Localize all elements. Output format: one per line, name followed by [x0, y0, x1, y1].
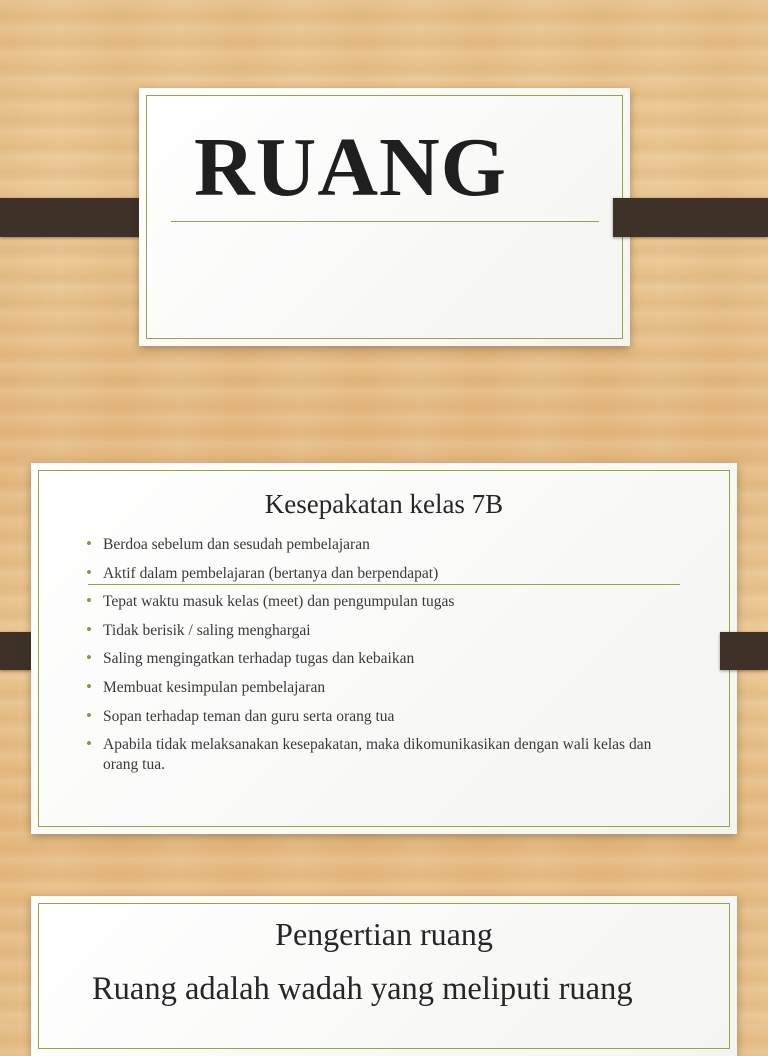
- title-slide: [139, 88, 630, 346]
- definition-heading: Pengertian ruang: [275, 916, 493, 952]
- right-strap-slide1: [613, 198, 768, 237]
- list-item: • Tidak berisik / saling menghargai: [86, 621, 686, 641]
- title-divider: [171, 221, 599, 222]
- agreement-heading: Kesepakatan kelas 7B: [264, 489, 504, 519]
- definition-text: Ruang adalah wadah yang meliputi ruang: [92, 971, 633, 1007]
- page-title: RUANG: [194, 121, 507, 214]
- left-strap-slide1: [0, 198, 156, 237]
- list-item: • Sopan terhadap teman dan guru serta orang tua: [86, 707, 686, 727]
- definition-slide: [31, 896, 737, 1056]
- list-item: • Aktif dalam pembelajaran (bertanya dan berpendapat): [86, 564, 686, 584]
- list-item: • Apabila tidak melaksanakan kesepakatan, maka dikomunikasikan dengan wali kelas dan orang tua.: [86, 735, 686, 775]
- list-item: • Membuat kesimpulan pembelajaran: [86, 678, 686, 698]
- agreement-slide: [31, 463, 737, 834]
- agreement-list: [86, 535, 686, 784]
- list-item: • Berdoa sebelum dan sesudah pembelajaran: [86, 535, 686, 555]
- list-item: • Saling mengingatkan terhadap tugas dan kebaikan: [86, 649, 686, 669]
- right-strap-slide2: [720, 632, 768, 670]
- list-item: • Tepat waktu masuk kelas (meet) dan pengumpulan tugas: [86, 592, 686, 612]
